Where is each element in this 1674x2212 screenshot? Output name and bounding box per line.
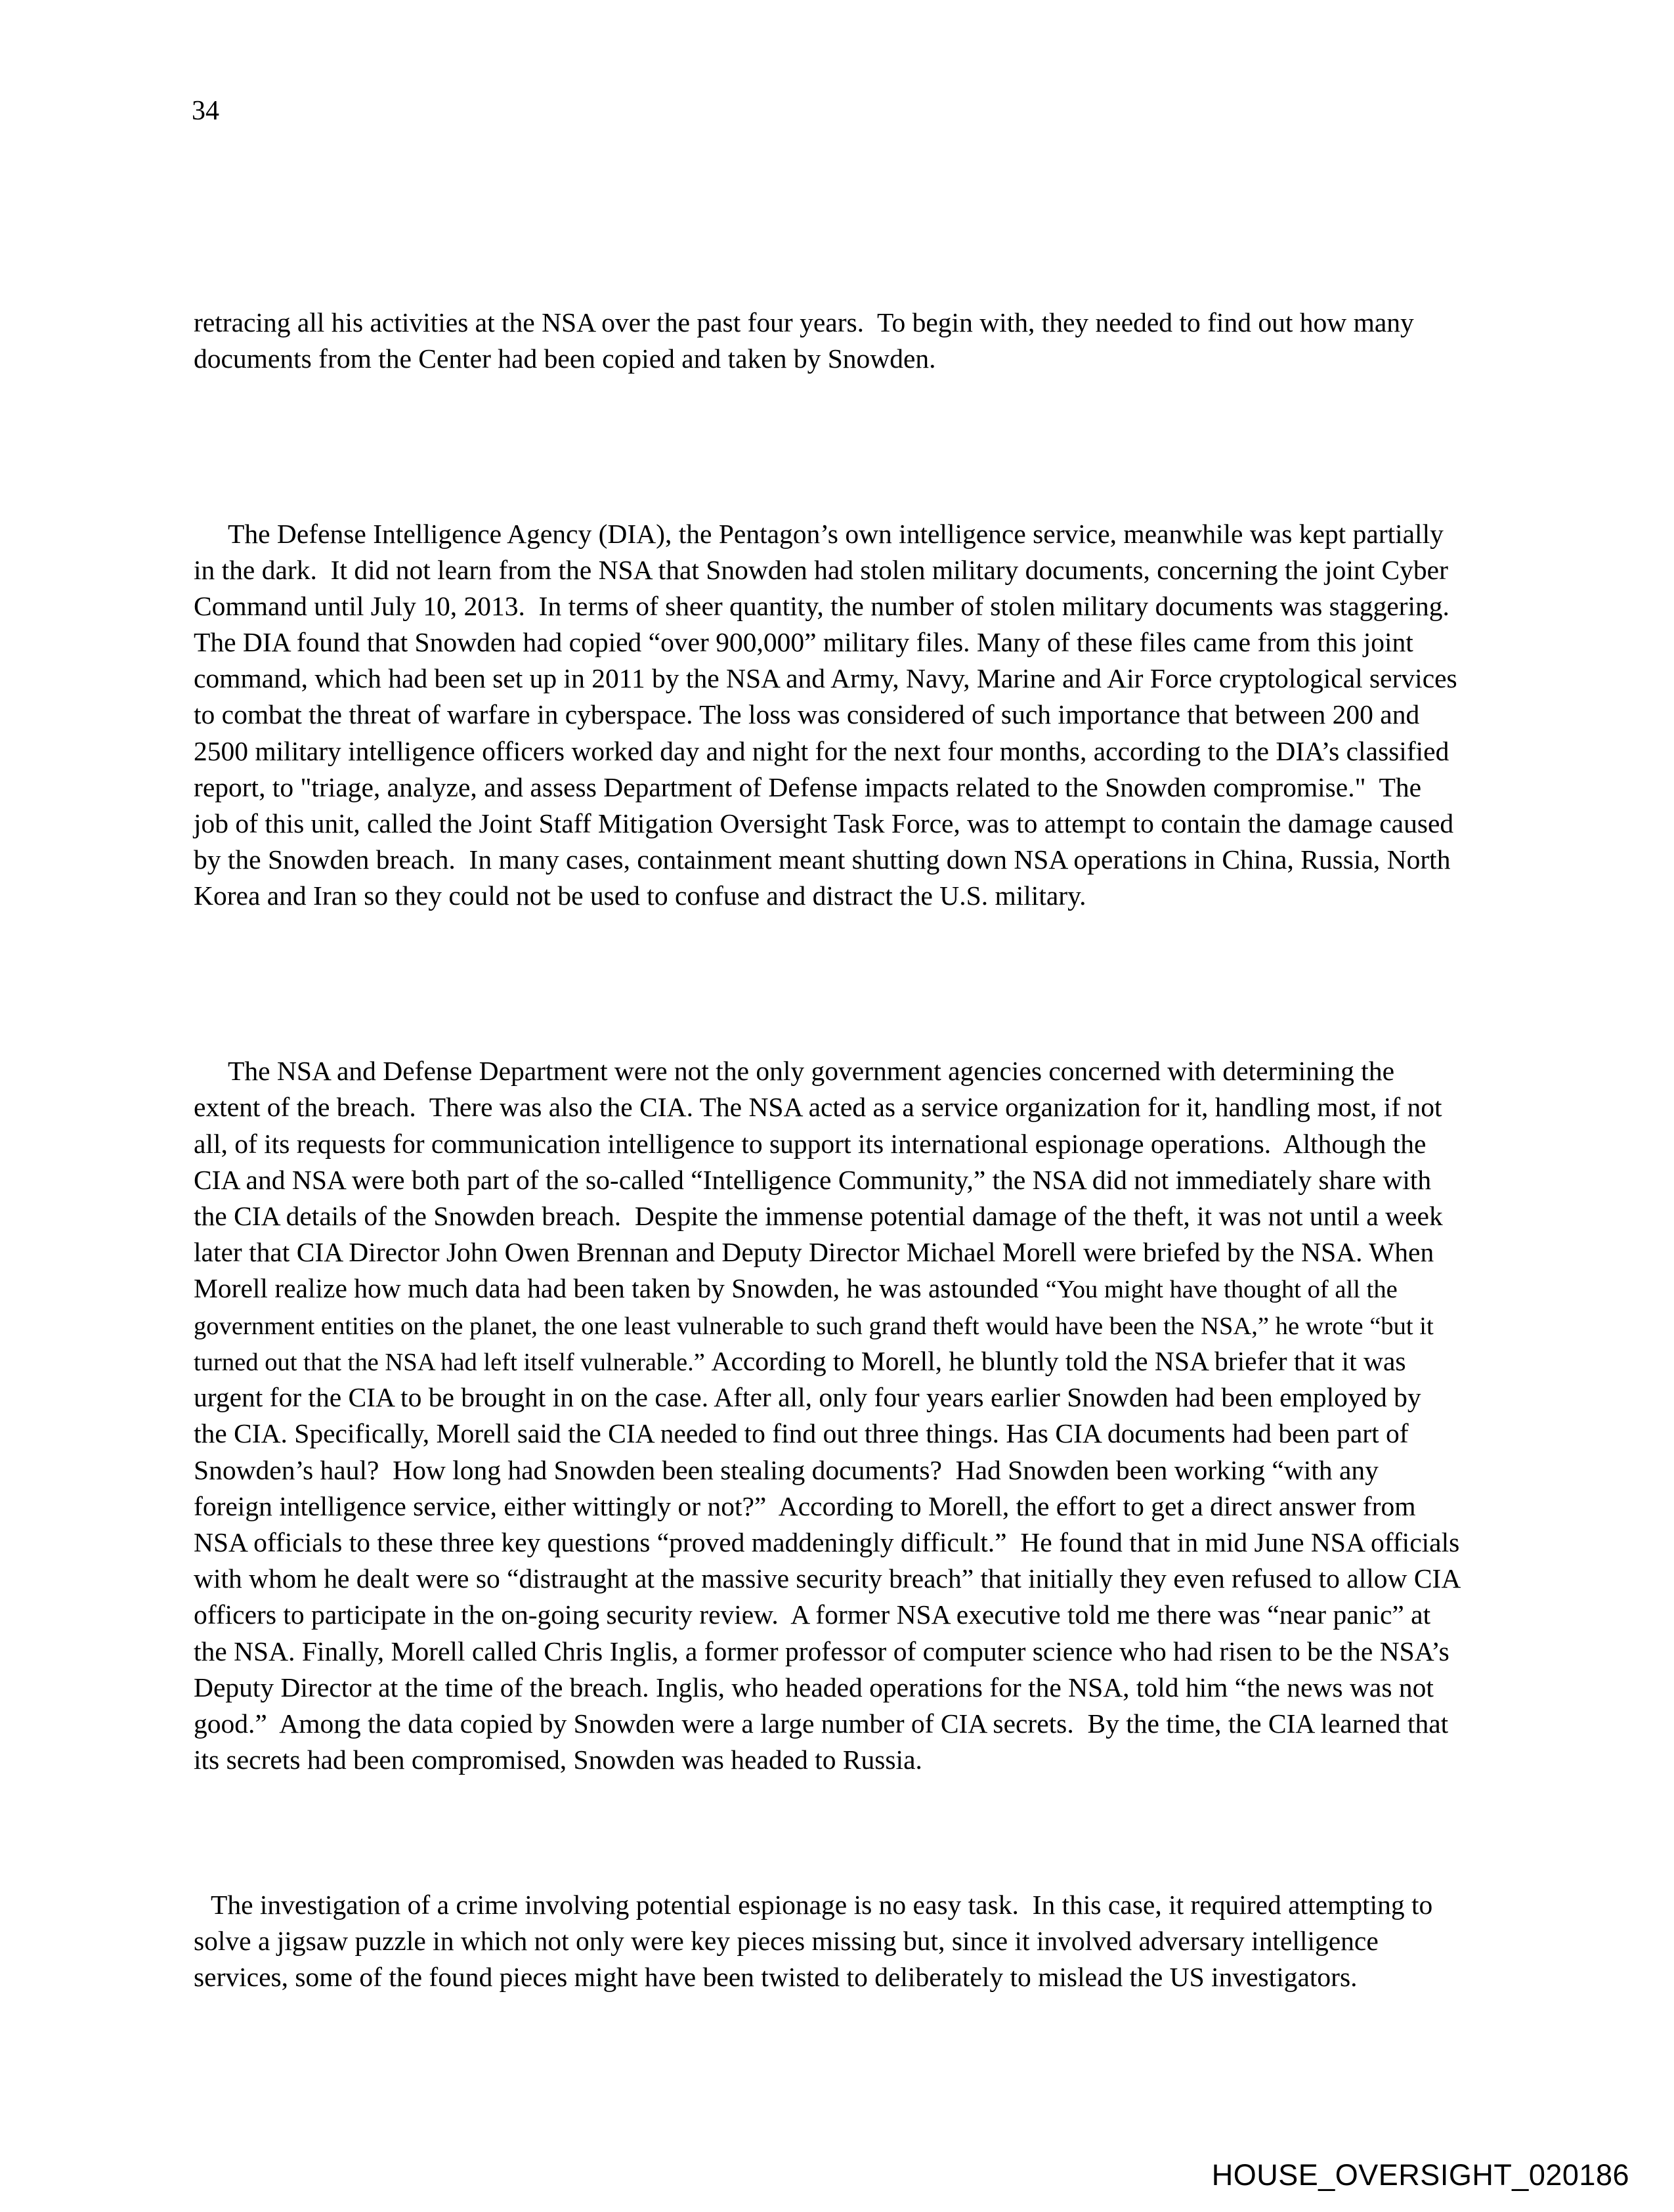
page-number: 34 [192, 96, 219, 126]
paragraph-continuation: retracing all his activities at the NSA over the past four years. To begin with, they needed to find out how many documents from the Center had been copied and taken by Snowden. [194, 307, 1421, 374]
paragraph-cia [194, 1053, 1467, 1778]
paragraph-cia-part3: According to Morell, he bluntly told the NSA briefer that it was urgent for the CIA to be brought in on the case. After all, only four years earlier Snowden had been employed by the CIA. Specifically, Morell said the CIA needed to find out three things. Has CIA documents had been part of Snowden’s haul? How long had Snowden been stealing documents? Had Snowden been working “with any foreign intelligence service, either wittingly or not?” According to Morell, the effort to get a direct answer from NSA officials to these three key questions “proved maddeningly difficult.” He found that in mid June NSA officials with whom he dealt were so “distraught at the massive security breach” that initially they even refused to allow CIA officers to participate in the on-going security review. A former NSA executive told me there was “near panic” at the NSA. Finally, Morell called Chris Inglis, a former professor of computer science who had risen to be the NSA’s Deputy Director at the time of the breach. Inglis, who headed operations for the NSA, told him “the news was not good.” Among the data copied by Snowden were a large number of CIA secrets. By the time, the CIA learned that its secrets had been compromised, Snowden was headed to Russia. [194, 1345, 1467, 1775]
paragraph-investigation: The investigation of a crime involving potential espionage is no easy task. In this case, it required attempting to solve a jigsaw puzzle in which not only were key pieces missing but, since it involved adversary intelligence services, some of the found pieces might have been twisted to deliberately to mislead the US investigators. [194, 1889, 1440, 1993]
paragraph-cia-quote: “You might have thought of all the government entities on the planet, the one least vulnerable to such grand theft would have been the NSA,” he wrote “but it turned out that the NSA had left itself vulnerable.” [194, 1276, 1440, 1376]
page-body-text [194, 196, 1467, 2104]
paragraph-cia-part1: The NSA and Defense Department were not the only government agencies concerned with determining the extent of the breach. There was also the CIA. The NSA acted as a service organization for it, handling most, if not all, of its requests for communication intelligence to support its international espionage operations. Although the CIA and NSA were both part of the so-called “Intelligence Community,” the NSA did not immediately share with the CIA details of the Snowden breach. Despite the immense potential damage of the theft, it was not until a week later that CIA Director John Owen Brennan and Deputy Director Michael Morell were briefed by the NSA. When Morell realize how much data had been taken by Snowden, he was astounded [194, 1056, 1450, 1304]
paragraph-dia: The Defense Intelligence Agency (DIA), the Pentagon’s own intelligence service, meanwhile was kept partially in the dark. It did not learn from the NSA that Snowden had stolen military documents, concerning the joint Cyber Command until July 10, 2013. In terms of sheer quantity, the number of stolen military documents was staggering. The DIA found that Snowden had copied “over 900,000” military files. Many of these files came from this joint command, which had been set up in 2011 by the NSA and Army, Navy, Marine and Air Force cryptological services to combat the threat of warfare in cyberspace. The loss was considered of such importance that between 200 and 2500 military intelligence officers worked day and night for the next four months, according to the DIA’s classified report, to "triage, analyze, and assess Department of Defense impacts related to the Snowden compromise." The job of this unit, called the Joint Staff Mitigation Oversight Task Force, was to attempt to contain the damage caused by the Snowden breach. In many cases, containment meant shutting down NSA operations in China, Russia, North Korea and Iran so they could not be used to confuse and distract the U.S. military. [194, 518, 1465, 911]
bates-number: HOUSE_OVERSIGHT_020186 [1211, 2158, 1629, 2192]
